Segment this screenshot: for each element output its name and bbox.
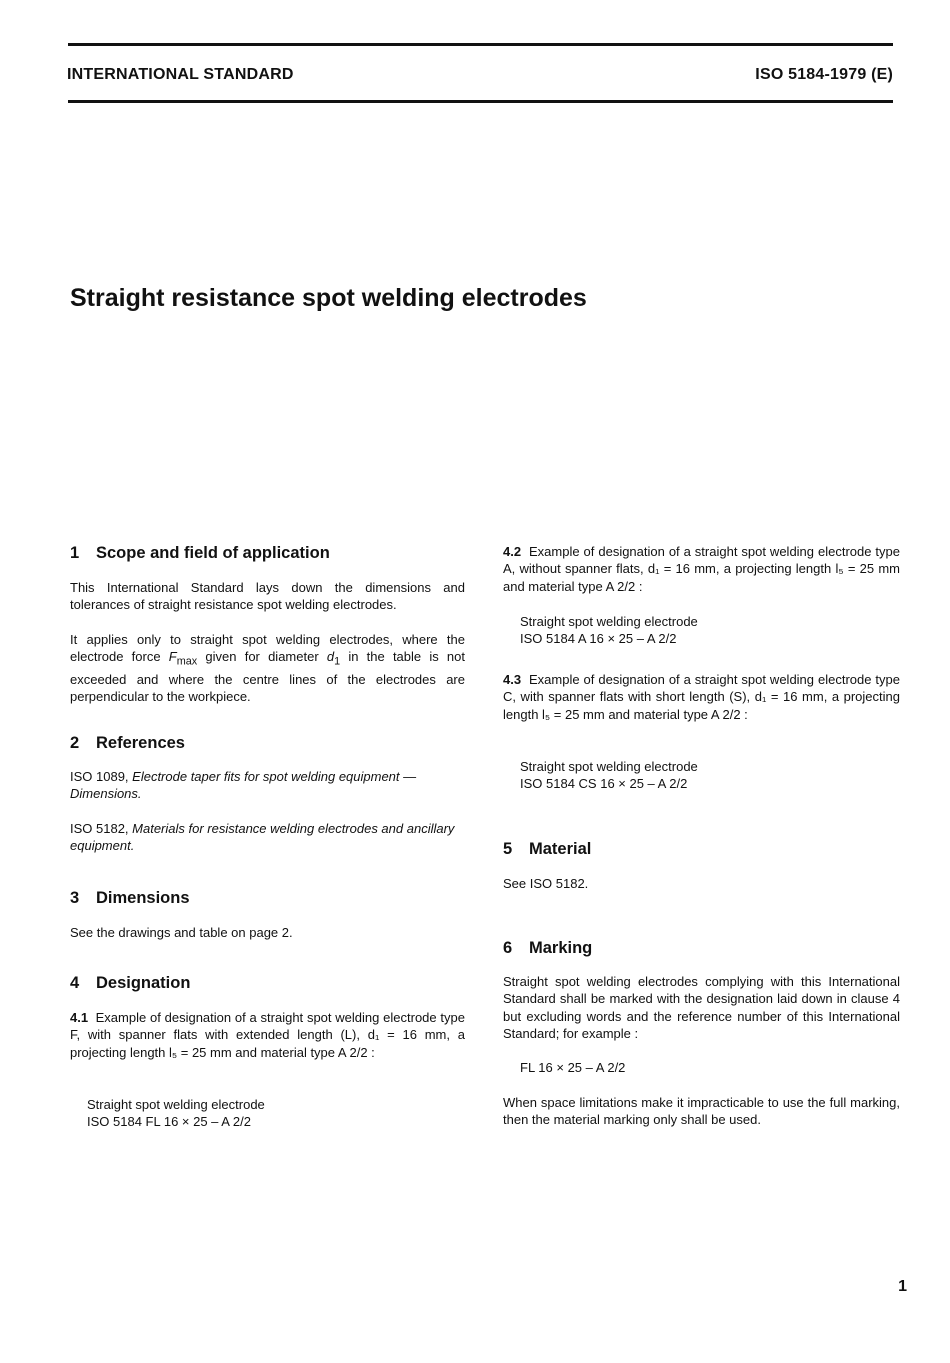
section-4-heading: 4 Designation <box>70 974 191 992</box>
header-doc-number: ISO 5184-1979 (E) <box>755 66 893 83</box>
section-2-heading: 2 References <box>70 734 185 752</box>
reference-iso-1089: ISO 1089, Electrode taper fits for spot welding equipment — Dimensions. <box>70 769 417 802</box>
clause-4-2-paragraph: 4.2 Example of designation of a straight spot welding electrode type A, without spanner flats, d₁ = 16 mm, a projecting length l₅ = 25 mm and material type A 2/2 : <box>503 544 900 594</box>
section-1-paragraph-1: This International Standard lays down the dimensions and tolerances of straight resistance spot welding electrodes. <box>70 580 465 613</box>
section-5-heading: 5 Material <box>503 840 592 858</box>
header-top-rule <box>68 43 893 46</box>
section-6-heading: 6 Marking <box>503 939 593 957</box>
section-1-heading: 1 Scope and field of application <box>70 544 330 562</box>
clause-4-3-paragraph: 4.3 Example of designation of a straight spot welding electrode type C, with spanner flats with short length (S), d₁ = 16 mm, a projecting length l₅ = 25 mm and material type A 2/2 : <box>503 672 900 722</box>
section-6-example: FL 16 × 25 – A 2/2 <box>520 1060 626 1075</box>
section-6-paragraph-1: Straight spot welding electrodes complying with this International Standard shall be marked with the designation laid down in clause 4 but excluding words and the reference number of this International Standard; for example : <box>503 974 900 1041</box>
header-bottom-rule <box>68 100 893 103</box>
clause-4-1-example: Straight spot welding electrode ISO 5184 FL 16 × 25 – A 2/2 <box>87 1097 265 1130</box>
section-5-paragraph: See ISO 5182. <box>503 876 589 891</box>
section-1-paragraph-2: It applies only to straight spot welding electrodes, where the electrode force $F_{max}$ given for diameter $d_1$ in the table is not exceeded and where the centre lines of the electrodes are perpendicular to the workpiece. <box>70 632 466 705</box>
clause-4-1-paragraph: 4.1 Example of designation of a straight spot welding electrode type F, with spanner flats with extended length (L), d₁ = 16 mm, a projecting length l₅ = 25 mm and material type A 2/2 : <box>70 1010 465 1060</box>
section-6-paragraph-2: When space limitations make it impracticable to use the full marking, then the material marking only shall be used. <box>503 1095 900 1128</box>
document-title: Straight resistance spot welding electrodes <box>70 284 587 312</box>
section-3-paragraph: See the drawings and table on page 2. <box>70 925 293 940</box>
clause-4-3-example: Straight spot welding electrode ISO 5184 CS 16 × 25 – A 2/2 <box>520 759 698 792</box>
page-number: 1 <box>898 1278 907 1295</box>
header-doc-type: INTERNATIONAL STANDARD <box>67 66 294 83</box>
section-3-heading: 3 Dimensions <box>70 889 190 907</box>
reference-iso-5182: ISO 5182, Materials for resistance welding electrodes and ancillary equipment. <box>70 821 455 854</box>
clause-4-2-example: Straight spot welding electrode ISO 5184 A 16 × 25 – A 2/2 <box>520 614 698 647</box>
